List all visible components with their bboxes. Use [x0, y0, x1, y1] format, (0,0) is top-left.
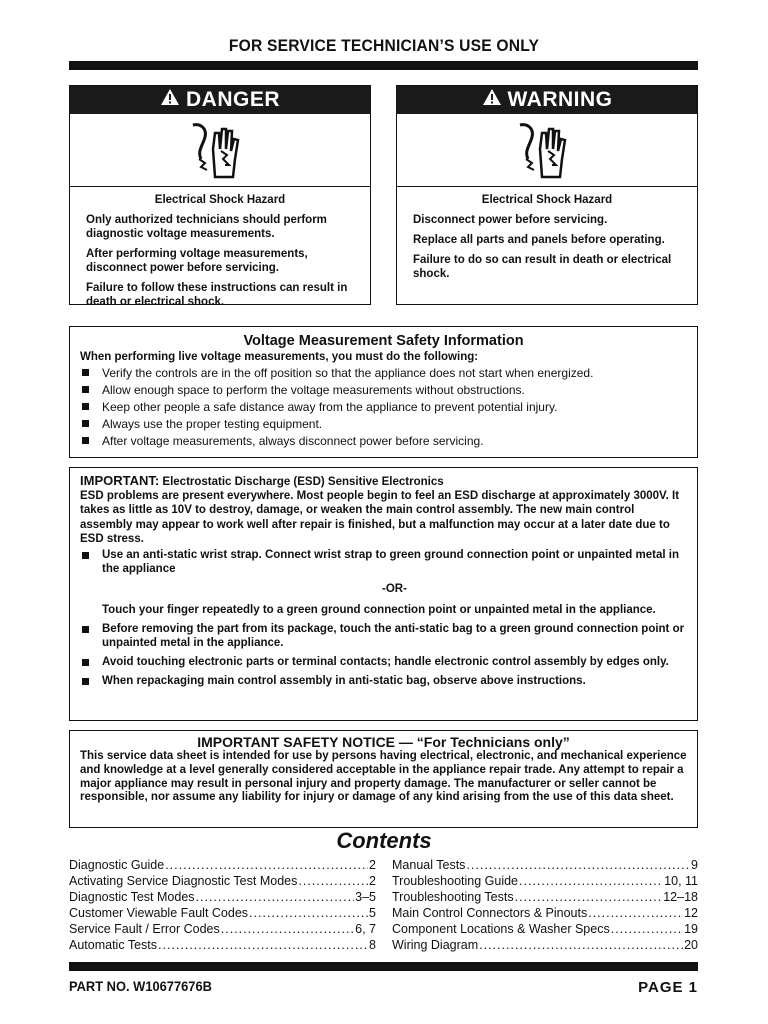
esd-item-alt: Touch your finger repeatedly to a green ground connection point or unpainted metal in the appliance. [102, 603, 656, 616]
esd-item [80, 548, 687, 617]
danger-subtitle: Electrical Shock Hazard [154, 194, 286, 206]
toc-leader-dots [515, 889, 663, 905]
esd-or: -OR- [382, 583, 407, 596]
esd-item: Avoid touching electronic parts or terminal contacts; handle electronic control assembly by edges only. [80, 655, 687, 669]
toc-entry-page: 2 [369, 874, 376, 888]
toc-entry-label: Manual Tests [392, 858, 466, 872]
toc-entry-page: 2 [369, 858, 376, 872]
contents-right-column [392, 857, 698, 953]
danger-line-1: Only authorized technicians should perform diagnostic voltage measurements. [86, 214, 327, 240]
toc-entry [392, 889, 698, 905]
electrical-shock-hand-icon [397, 114, 697, 187]
warning-label: WARNING [507, 88, 613, 111]
page-header-title: FOR SERVICE TECHNICIAN’S USE ONLY [228, 36, 540, 55]
toc-entry-page: 6, 7 [355, 922, 376, 936]
toc-entry [69, 873, 376, 889]
toc-entry-page: 9 [691, 858, 698, 872]
part-number: PART NO. W10677676B [69, 978, 212, 994]
toc-leader-dots [221, 921, 354, 937]
warning-triangle-icon [160, 88, 180, 112]
electrical-shock-hand-icon [70, 114, 370, 187]
contents-left-column [69, 857, 376, 953]
toc-entry-label: Troubleshooting Guide [392, 874, 519, 888]
toc-leader-dots [158, 937, 368, 953]
toc-entry-label: Diagnostic Test Modes [69, 890, 195, 904]
warning-line-1: Disconnect power before servicing. [413, 214, 608, 226]
esd-heading: Electrostatic Discharge (ESD) Sensitive Electronics [162, 476, 444, 488]
notice-title: IMPORTANT SAFETY NOTICE — “For Technicians only” [197, 734, 570, 750]
toc-entry-label: Troubleshooting Tests [392, 890, 514, 904]
danger-line-3: Failure to follow these instructions can result in death or electrical shock. [86, 282, 348, 308]
toc-leader-dots [611, 921, 683, 937]
toc-entry [69, 905, 376, 921]
danger-line-2: After performing voltage measurements, disconnect power before servicing. [86, 248, 308, 274]
toc-entry [392, 857, 698, 873]
toc-leader-dots [466, 857, 690, 873]
toc-entry-page: 3–5 [355, 890, 376, 904]
esd-intro: ESD problems are present everywhere. Most people begin to feel an ESD discharge at approximately 3000V. It takes as little as 10V to destroy, damage, or weaken the main control assembly. The new main control assembly may appear to work well after repair is finished, but a malfunction may occur at a later date due to ESD stress. [80, 490, 680, 545]
toc-entry [392, 873, 698, 889]
toc-entry-page: 20 [684, 938, 698, 952]
toc-entry-label: Service Fault / Error Codes [69, 922, 220, 936]
toc-entry [392, 937, 698, 953]
voltage-item: After voltage measurements, always disconnect power before servicing. [80, 433, 687, 450]
esd-item: Before removing the part from its package, touch the anti-static bag to a green ground connection point or unpainted metal in the appliance. [80, 622, 687, 650]
toc-entry-page: 5 [369, 906, 376, 920]
safety-notice-box [69, 730, 698, 828]
toc-entry-label: Diagnostic Guide [69, 858, 165, 872]
toc-leader-dots [165, 857, 368, 873]
toc-entry-page: 12–18 [663, 890, 698, 904]
toc-entry-page: 12 [684, 906, 698, 920]
toc-leader-dots [249, 905, 368, 921]
voltage-item: Always use the proper testing equipment. [80, 416, 687, 433]
toc-leader-dots [479, 937, 683, 953]
voltage-title: Voltage Measurement Safety Information [243, 333, 524, 349]
page-number: PAGE 1 [638, 979, 698, 996]
toc-entry [69, 889, 376, 905]
warning-line-3: Failure to do so can result in death or electrical shock. [413, 254, 672, 280]
voltage-item: Keep other people a safe distance away from the appliance to prevent potential injury. [80, 399, 687, 416]
toc-entry [69, 921, 376, 937]
esd-item: When repackaging main control assembly in anti-static bag, observe above instructions. [80, 674, 687, 688]
danger-label: DANGER [185, 88, 280, 111]
esd-box [69, 467, 698, 721]
toc-leader-dots [519, 873, 663, 889]
voltage-intro: When performing live voltage measurements, you must do the following: [80, 351, 479, 363]
toc-entry-label: Customer Viewable Fault Codes [69, 906, 249, 920]
toc-leader-dots [298, 873, 368, 889]
warning-panel [396, 85, 698, 305]
warning-banner [397, 86, 697, 114]
notice-body: This service data sheet is intended for use by persons having electrical, electronic, and mechanical experience and knowledge at a level generally considered acceptable in the appliance repair trade. Any attempt to repair a major appliance may result in personal injury and property damage. The manufacturer or seller cannot be responsible, nor assume any liability for injury or damage of any kind arising from the use of this data sheet. [80, 750, 687, 804]
warning-triangle-icon [482, 88, 502, 112]
toc-entry-page: 10, 11 [664, 874, 698, 888]
toc-entry-label: Component Locations & Washer Specs [392, 922, 610, 936]
esd-important-label: IMPORTANT: [80, 473, 160, 488]
voltage-safety-box [69, 326, 698, 458]
toc-entry-label: Activating Service Diagnostic Test Modes [69, 874, 298, 888]
danger-banner [70, 86, 370, 114]
warning-line-2: Replace all parts and panels before operating. [413, 234, 665, 246]
voltage-item: Allow enough space to perform the voltage measurements without obstructions. [80, 382, 687, 399]
esd-heading-line [80, 474, 687, 489]
toc-entry [392, 905, 698, 921]
header-rule [69, 61, 698, 70]
footer-rule [69, 962, 698, 971]
toc-leader-dots [196, 889, 355, 905]
toc-entry-page: 8 [369, 938, 376, 952]
toc-entry-label: Automatic Tests [69, 938, 158, 952]
toc-entry-label: Wiring Diagram [392, 938, 479, 952]
voltage-item: Verify the controls are in the off position so that the appliance does not start when energized. [80, 365, 687, 382]
danger-panel [69, 85, 371, 308]
warning-subtitle: Electrical Shock Hazard [481, 194, 613, 206]
toc-entry-label: Main Control Connectors & Pinouts [392, 906, 588, 920]
toc-entry [69, 937, 376, 953]
toc-entry [69, 857, 376, 873]
toc-leader-dots [588, 905, 683, 921]
contents-title: Contents [336, 828, 432, 853]
toc-entry [392, 921, 698, 937]
toc-entry-page: 19 [684, 922, 698, 936]
esd-item-text: Use an anti-static wrist strap. Connect wrist strap to green ground connection point or unpainted metal in the appliance [102, 549, 679, 576]
